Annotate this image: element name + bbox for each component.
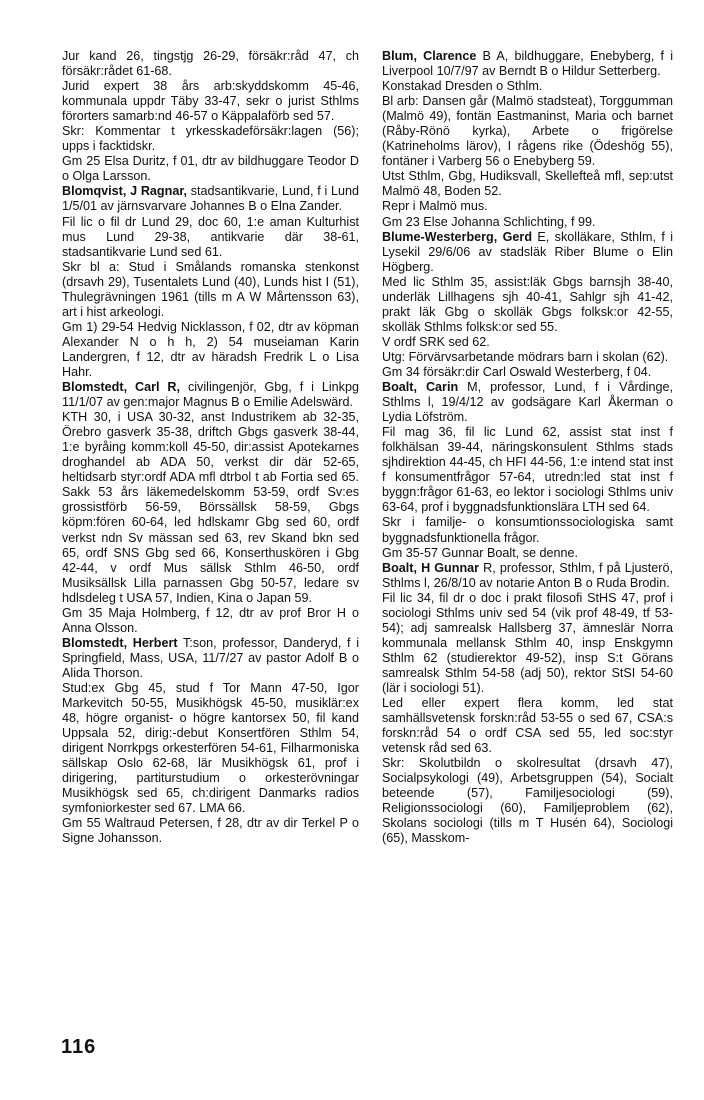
entry-paragraph: Gm 55 Waltraud Petersen, f 28, dtr av dir Terkel P o Signe Johansson. xyxy=(62,816,359,846)
biography-entry xyxy=(382,380,673,425)
entry-paragraph: Jur kand 26, tingstjg 26-29, försäkr:råd 47, ch försäkr:rådet 61-68. xyxy=(62,49,359,79)
entry-paragraph: Gm 23 Else Johanna Schlichting, f 99. xyxy=(382,214,596,229)
entry-intro: T:son, professor, Danderyd, f i Springfield, Mass, USA, 11/7/27 av pastor Adolf B o Alida Thorson. xyxy=(62,635,359,680)
entry-intro: B A, bildhuggare, Enebyberg, f i Liverpool 10/7/97 av Berndt B o Hildur Setterberg. xyxy=(382,49,673,79)
entry-paragraph: Skr: Kommentar t yrkesskadeförsäkr:lagen (56); upps i facktidskr. xyxy=(62,124,359,154)
entry-paragraph: Gm 1) 29-54 Hedvig Nicklasson, f 02, dtr av köpman Alexander N o h h, 2) 54 museiaman Karin Landergren, f 12, dtr av häradsh Fredrik L o Lisa Hahr. xyxy=(62,319,359,379)
entry-intro: civilingenjör, Gbg, f i Linkpg 11/1/07 av gen:major Magnus B o Emilie Adelswärd. xyxy=(62,380,359,410)
entry-name: Blume-Westerberg, Gerd xyxy=(382,229,533,244)
entry-paragraph: Med lic Sthlm 35, assist:läk Gbgs barnsjh 38-40, underläk Lillhagens sjh 40-41, Sahlgr sjh 41-42, prakt läk Gbg o skolläk Gbgs folksk:or 42-55, skolläk Sthlms folksk:or sed 55. xyxy=(382,274,673,334)
entry-name: Blomstedt, Herbert xyxy=(62,635,178,650)
entry-paragraph: Gm 35-57 Gunnar Boalt, se denne. xyxy=(382,545,579,560)
left-column xyxy=(62,49,359,846)
entry-paragraph: Bl arb: Dansen går (Malmö stadsteat), Torggumman (Malmö 49), fontän Eastmaninst, Maria och barnet (Råby-Rönö kyrka), Arbete o frigörelse (Katrineholms lärov), I rågens rike (Ödeshög 55), fontäner i Varberg 56 o Enebyberg 59. xyxy=(382,94,673,169)
entry-paragraph: Utg: Förvärvsarbetande mödrars barn i skolan (62). xyxy=(382,349,669,364)
entry-intro: R, professor, Sthlm, f på Ljusterö, Sthlms l, 26/8/10 av notarie Anton B o Ruda Brodin. xyxy=(382,560,673,590)
entry-paragraph: KTH 30, i USA 30-32, anst Industrikem ab 32-35, Örebro gasverk 35-38, driftch Gbgs gasverk 38-44, 1:e byråing komm:koll 45-50, dir:assist Apotekarnes droghandel ab ADA 50, verkst dir där 52-65, heltidsarb styr:ordf ADA mfl dtrbol t ab Fortia sed 65. Sakk 53 års läkemedelskomm 53-59, ordf Sv:es grossistförb 56-59, Börssällsk 58-59, Gbgs köpm:fören 60-64, led hdlskamr Gbg sed 60, ordf verkst ndn Sv mässan sed 63, rev Skand bkn sed 65, ordf SNS Gbg sed 66, Konserthuskören i Gbg 42-44, v ordf Mus sällsk Sthlm 46-50, ordf Musiksällsk Lilla parnassen Gbg 50-57, ledare sv hdlsdeleg t USA 57, Indien, Kina o Japan 59. xyxy=(62,410,359,605)
entry-paragraph: Skr bl a: Stud i Smålands romanska stenkonst (drsavh 29), Tusentalets Lund (40), Lunds hist I (51), Thulegrävningen 1961 (tills m A W Mårtensson 63), art i hist arkeologi. xyxy=(62,259,359,319)
biography-entry xyxy=(382,561,673,591)
entry-intro: E, skolläkare, Sthlm, f i Lysekil 29/6/06 av stadsläk Riber Blume o Elin Högberg. xyxy=(382,229,673,274)
entry-paragraph: Fil lic o fil dr Lund 29, doc 60, 1:e aman Kulturhist mus Lund 29-38, antikvarie där 38-61, stadsantikvarie Lund sed 61. xyxy=(62,214,359,259)
entry-paragraph: Jurid expert 38 års arb:skyddskomm 45-46, kommunala uppdr Täby 33-47, sekr o jurist Sthlms förorters samarb:nd 46-57 o Käppalaförb sed 57. xyxy=(62,79,359,124)
entry-name: Boalt, H Gunnar xyxy=(382,560,480,575)
entry-name: Boalt, Carin xyxy=(382,380,459,395)
biography-entry xyxy=(382,230,673,275)
entry-intro: M, professor, Lund, f i Vårdinge, Sthlms l, 19/4/12 av godsägare Karl Åkerman o Lydia Löfström. xyxy=(382,380,673,425)
entry-paragraph: Utst Sthlm, Gbg, Hudiksvall, Skellefteå mfl, sep:utst Malmö 48, Boden 52. xyxy=(382,169,673,199)
entry-paragraph: Gm 25 Elsa Duritz, f 01, dtr av bildhuggare Teodor D o Olga Larsson. xyxy=(62,154,359,184)
entry-paragraph: Konstakad Dresden o Sthlm. xyxy=(382,79,543,94)
entry-paragraph: Stud:ex Gbg 45, stud f Tor Mann 47-50, Igor Markevitch 50-55, Musikhögsk 45-50, musiklär:ex 48, högre organist- o högre kantorsex 50, fil kand Uppsala 52, dirig:-debut Konsertfören Sthlm 54, dirigent Norrkpgs orkesterfören 54-61, Filharmoniska sällskap Oslo 62-68, lär Musikhögsk 61, prof i dirigering, partiturstudium o orkesterövningar Musikhögsk sed 65, ch:dirigent Danmarks radios symfoniorkester sed 67. LMA 66. xyxy=(62,680,359,816)
biography-entry xyxy=(382,49,673,79)
entry-paragraph: Gm 34 försäkr:dir Carl Oswald Westerberg, f 04. xyxy=(382,364,652,379)
biography-entry xyxy=(62,184,359,214)
entry-paragraph: Skr i familje- o konsumtionssociologiska samt byggnadsfunktionella frågor. xyxy=(382,515,673,545)
right-column xyxy=(382,49,673,846)
entry-paragraph: Fil lic 34, fil dr o doc i prakt filosofi StHS 47, prof i sociologi Sthlms univ sed 54 (vik prof 48-49, tf 53-54); adj samrealsk Hallsberg 37, ämneslär Norra kommunala mellansk Sthlm 40, insp Enskgymn Sthlm 62 (studierektor 49-52), insp S:t Görans samrealsk Sthlm 54-58 (adj 50), rektor StSI 54-60 (lär i sociologi 51). xyxy=(382,590,673,695)
entry-paragraph: Led eller expert flera komm, led stat samhällsvetensk forskn:råd 53-55 o sed 67, CSA:s forskn:råd 54 o ordf CSA sed 55, led soc:styr vetensk råd sed 63. xyxy=(382,696,673,756)
entry-name: Blomqvist, J Ragnar, xyxy=(62,184,188,199)
entry-paragraph: Repr i Malmö mus. xyxy=(382,199,488,214)
entry-paragraph: Skr: Skolutbildn o skolresultat (drsavh 47), Socialpsykologi (49), Arbetsgruppen (54), Socialt beteende (57), Familjesociologi (59), Religionssociologi (60), Familjeproblem (62), Skolans sociologi (tills m T Husén 64), Sociologi (65), Masskom- xyxy=(382,756,673,846)
entry-name: Blomstedt, Carl R, xyxy=(62,380,181,395)
entry-name: Blum, Clarence xyxy=(382,49,477,63)
entry-intro: stadsantikvarie, Lund, f i Lund 1/5/01 av järnsvarvare Johannes B o Elna Zander. xyxy=(62,184,359,214)
entry-paragraph: Gm 35 Maja Holmberg, f 12, dtr av prof Bror H o Anna Olsson. xyxy=(62,605,359,635)
page-number: 116 xyxy=(61,1036,97,1058)
biography-entry xyxy=(62,636,359,681)
entry-paragraph: V ordf SRK sed 62. xyxy=(382,334,490,349)
entry-paragraph: Fil mag 36, fil lic Lund 62, assist stat inst f folkhälsan 39-44, näringskonsulent Sthlms stads sjhdirektion 44-45, ch HFI 44-56, 1:e intend stat inst f konsumentfrågor 57-64, utredn:led stat inst f byggn:frågor 61-63, eo lektor i sociologi Sthlms univ 63-64, prof i byggnadsfunktionslära LTH sed 64. xyxy=(382,425,673,515)
biography-entry xyxy=(62,380,359,410)
